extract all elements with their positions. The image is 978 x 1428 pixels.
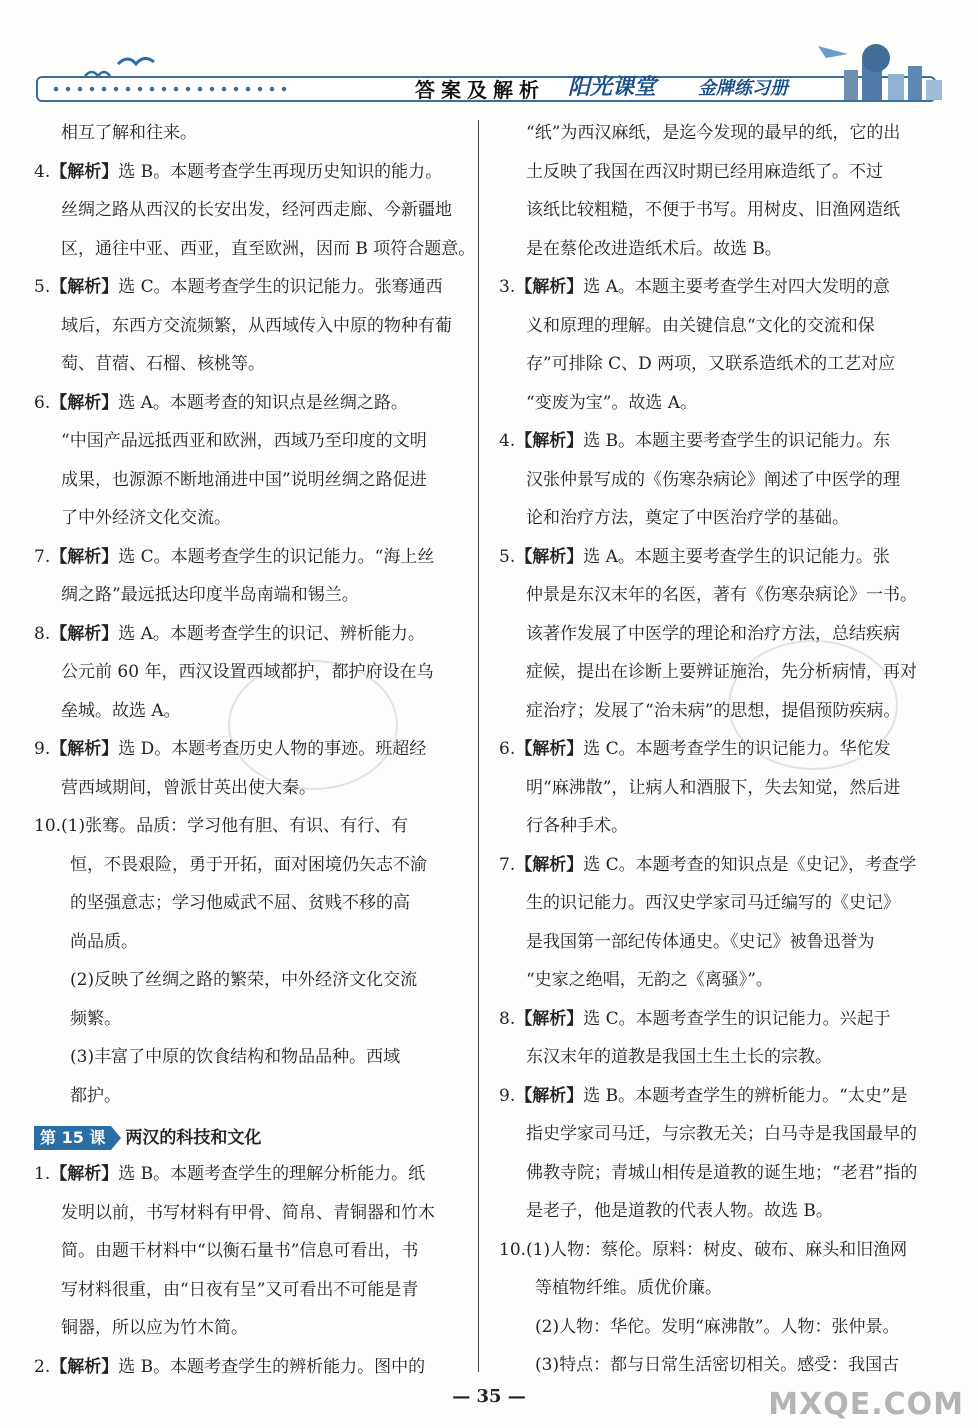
analysis-tag: 【解析】 [50,739,119,759]
brand-title: 阳光课堂 [568,75,657,100]
analysis-tag: 【解析】 [50,277,119,297]
answer-line: “中国产品远抵西亚和欧洲，西域乃至印度的文明 [61,431,427,451]
lesson-answer-3 [499,268,929,422]
answer-line: “史家之绝唱，无韵之《离骚》”。 [526,970,773,990]
answer-line: 选 C。本题考查的知识点是《史记》，考查学 [583,854,917,875]
continued-text: 相互了解和往来。 [61,123,197,143]
answer-line: 指史学家司马迁，与宗教无关；白马寺是我国最早的 [526,1124,917,1144]
answer-line: 等植物纤维。质优价廉。 [535,1278,722,1298]
answer-line: 区，通往中亚、西亚，直至欧洲，因而 B 项符合题意。 [61,238,476,259]
page-number: — 35 — [452,1386,526,1407]
answer-line: (3)丰富了中原的饮食结构和物品品种。西域 [70,1047,401,1067]
answer-line: (1)人物：蔡伦。原料：树皮、破布、麻头和旧渔网 [526,1239,908,1260]
answer-line: “变废为宝”。故选 A。 [526,392,698,413]
item-number: 4. [34,161,51,182]
answer-line: 都护。 [70,1085,121,1106]
answer-line: (2)人物：华佗。发明“麻沸散”。人物：张仲景。 [535,1316,900,1337]
answer-line: 选 B。本题主要考查学生的识记能力。东 [583,431,891,451]
answer-line: 选 C。本题考查学生的识记能力。华佗发 [583,739,891,759]
background-stamp [728,640,898,770]
lesson-badge: 第 15 课 [34,1126,111,1150]
answer-line: 仲景是东汉末年的名医，著有《伤寒杂病论》一书。 [526,585,917,605]
analysis-tag: 【解析】 [50,1356,119,1377]
answer-item-4 [34,153,474,269]
continued-text: 是在蔡伦改进造纸术后。故选 B。 [526,238,782,259]
answer-line: 该著作发展了中医学的理论和治疗方法，总结疾病 [526,623,900,644]
answer-line: 萄、苜蓿、石榴、核桃等。 [61,354,265,374]
answer-line: 发明以前，书写材料有甲骨、简帛、青铜器和竹木 [61,1202,435,1223]
answer-line: 是老子，他是道教的代表人物。故选 B。 [526,1201,833,1221]
item-number: 4. [499,431,516,451]
answer-line: 选 A。本题主要考查学生对四大发明的意 [583,277,890,297]
answer-line: 垒城。故选 A。 [61,700,181,721]
item-number: 10. [499,1239,527,1260]
analysis-tag: 【解析】 [515,854,584,875]
item-number: 9. [34,739,51,759]
answer-line: (1)张骞。品质：学习他有胆、有识、有行、有 [61,816,409,836]
analysis-tag: 【解析】 [50,623,119,644]
answer-item-7 [34,538,474,615]
answer-line: 简。由题干材料中“以衡石量书”信息可看出，书 [61,1241,419,1261]
watermark: MXQE.COM [768,1387,964,1422]
answer-line: 论和治疗方法，奠定了中医治疗学的基础。 [526,508,849,528]
answer-line: 公元前 60 年，西汉设置西域都护，都护府设在乌 [61,662,434,682]
answer-item-5 [34,268,474,384]
answer-line: 选 A。本题考查的知识点是丝绸之路。 [118,392,408,413]
answer-line: 选 C。本题考查学生的识记能力。张骞通西 [118,277,443,297]
item-number: 8. [499,1008,516,1029]
book-title: 金牌练习册 [698,78,788,99]
lesson-answer-8 [499,1000,929,1077]
answer-line: 的坚强意志；学习他威武不屈、贫贱不移的高 [70,893,410,913]
header-dots [50,86,290,92]
answer-line: (3)特点：都与日常生活密切相关。感受：我国古 [535,1355,900,1375]
lesson-answer-10 [499,1231,929,1385]
item-number: 6. [499,739,516,759]
answer-line: 选 B。本题考查学生的理解分析能力。纸 [118,1164,426,1184]
lesson-arrow-icon [111,1126,121,1150]
continued-text: “纸”为西汉麻纸，是迄今发现的最早的纸，它的出 [526,123,901,143]
answer-line: 选 B。本题考查学生的辨析能力。图中的 [118,1356,426,1377]
continued-text: 土反映了我国在西汉时期已经用麻造纸了。不过 [526,161,883,182]
analysis-tag: 【解析】 [50,161,119,182]
item-number: 1. [34,1164,51,1184]
answer-line: 汉张仲景写成的《伤寒杂病论》阐述了中医学的理 [526,469,900,490]
answer-line: 选 A。本题主要考查学生的识记能力。张 [583,546,890,567]
analysis-tag: 【解析】 [515,1008,584,1029]
answer-line: 是我国第一部纪传体通史。《史记》被鲁迅誉为 [526,931,875,952]
answer-line: 东汉末年的道教是我国土生土长的宗教。 [526,1047,832,1067]
lesson-heading [34,1123,474,1153]
item-number: 8. [34,623,51,644]
answer-line: 铜器，所以应为竹木简。 [61,1318,248,1338]
answer-line: 成果，也源源不断地涌进中国”说明丝绸之路促进 [61,469,427,490]
answer-line: 义和原理的理解。由关键信息“文化的交流和保 [526,315,875,336]
answer-line: 选 C。本题考查学生的识记能力。“海上丝 [118,546,435,567]
answer-line: 选 A。本题考查学生的识记、辨析能力。 [118,623,425,644]
answer-line: 行各种手术。 [526,816,628,836]
item-number: 2. [34,1356,51,1377]
continued-text: 该纸比较粗糙，不便于书写。用树皮、旧渔网造纸 [526,200,900,220]
lesson-title: 两汉的科技和文化 [125,1127,262,1148]
answer-line: 营西域期间，曾派甘英出使大秦。 [61,777,316,798]
answer-line: 存”可排除 C、D 两项，又联系造纸术的工艺对应 [526,354,896,374]
item-number: 7. [499,854,516,875]
analysis-tag: 【解析】 [50,392,119,413]
page-header [30,40,948,110]
answer-line: 选 B。本题考查学生的辨析能力。“太史”是 [583,1085,908,1106]
answer-line: 了中外经济文化交流。 [61,508,231,528]
answer-label: 答案及解析 [415,78,545,102]
item-number: 5. [499,546,516,567]
answer-item-6 [34,384,474,538]
lesson-answer-2 [34,1348,474,1387]
analysis-tag: 【解析】 [515,739,584,759]
item-number: 6. [34,392,51,413]
answer-line: 恒，不畏艰险，勇于开拓，面对困境仍矢志不渝 [70,854,427,875]
answer-line: 明“麻沸散”，让病人和酒服下，失去知觉，然后进 [526,777,901,798]
answer-line: 尚品质。 [70,931,138,952]
answer-line: 选 D。本题考查历史人物的事迹。班超经 [118,739,427,759]
item-number: 10. [34,816,62,836]
answer-line: (2)反映了丝绸之路的繁荣，中外经济文化交流 [70,970,418,990]
analysis-tag: 【解析】 [50,546,119,567]
answer-line: 症治疗；发展了“治未病”的思想，提倡预防疾病。 [526,700,901,721]
lesson-answer-1 [34,1155,474,1348]
lesson-answer-9 [499,1077,929,1231]
analysis-tag: 【解析】 [515,546,584,567]
item-number: 9. [499,1085,516,1106]
item-number: 5. [34,277,51,297]
skyline-icon [808,40,948,102]
answer-line: 丝绸之路从西汉的长安出发，经河西走廊、今新疆地 [61,200,452,220]
lesson-answer-4 [499,422,929,538]
item-number: 3. [499,277,516,297]
answer-line: 佛教寺院；青城山相传是道教的诞生地；“老君”指的 [526,1162,918,1183]
lesson-answer-7 [499,846,929,1000]
answer-line: 域后，东西方交流频繁，从西域传入中原的物种有葡 [61,315,452,336]
column-divider [478,120,479,1372]
answer-line: 频繁。 [70,1008,121,1029]
answer-line: 症候，提出在诊断上要辨证施治，先分析病情，再对 [526,662,917,682]
analysis-tag: 【解析】 [515,277,584,297]
item-number: 7. [34,546,51,567]
answer-line: 绸之路”最远抵达印度半岛南端和锡兰。 [61,585,359,605]
analysis-tag: 【解析】 [50,1164,119,1184]
analysis-tag: 【解析】 [515,1085,584,1106]
analysis-tag: 【解析】 [515,431,584,451]
answer-item-10 [34,807,474,1115]
background-stamp [228,660,398,790]
answer-line: 写材料很重，由“日夜有呈”又可看出不可能是青 [61,1279,419,1300]
answer-line: 选 B。本题考查学生再现历史知识的能力。 [118,161,443,182]
answer-line: 生的识记能力。西汉史学家司马迁编写的《史记》 [526,893,900,913]
answer-line: 选 C。本题考查学生的识记能力。兴起于 [583,1008,891,1029]
